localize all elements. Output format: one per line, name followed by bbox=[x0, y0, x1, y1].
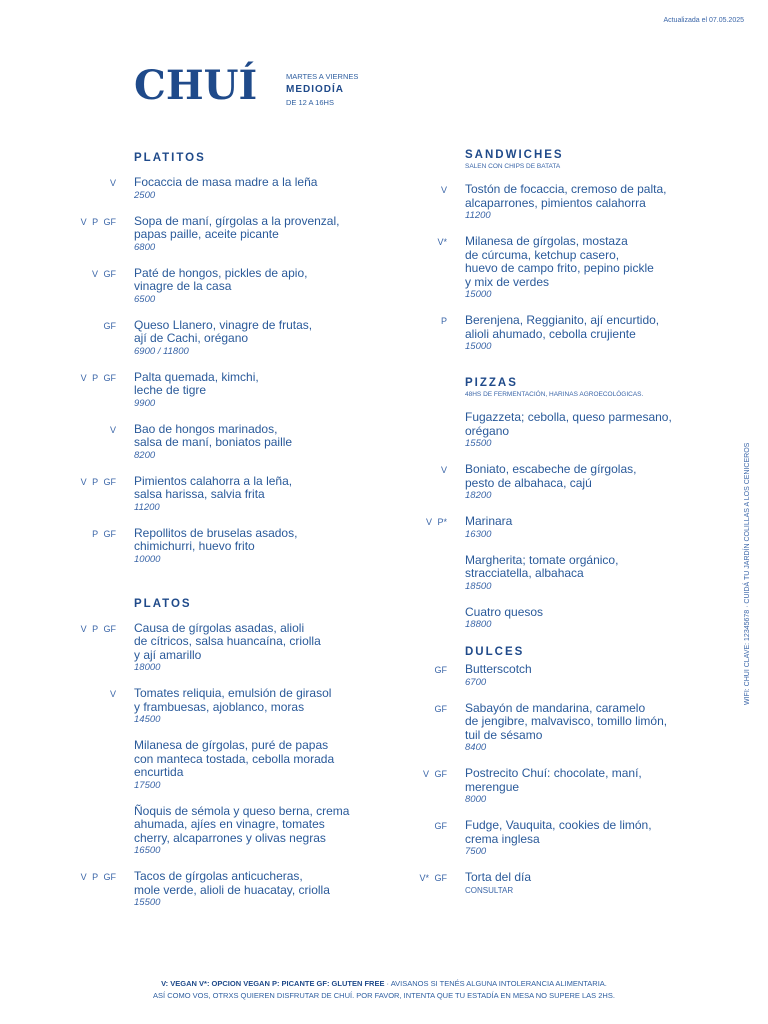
section-title-pizzas: PIZZAS bbox=[465, 377, 518, 389]
section-title-platos: PLATOS bbox=[134, 597, 192, 610]
dish-price: 18800 bbox=[465, 619, 492, 630]
section-subtitle-pizzas: 48HS DE FERMENTACIÓN, HARINAS AGROECOLÓGICAS. bbox=[465, 391, 644, 398]
schedule-days: MARTES A VIERNES bbox=[286, 72, 359, 81]
dish-price: 9900 bbox=[134, 397, 156, 409]
menu-item bbox=[0, 805, 380, 858]
dulces-list bbox=[390, 663, 720, 897]
menu-item bbox=[390, 463, 720, 502]
menu-item bbox=[0, 319, 380, 358]
platitos-list bbox=[0, 176, 380, 566]
menu-item bbox=[390, 554, 720, 593]
dietary-tags: GF bbox=[434, 703, 447, 714]
dish-name: Torta del día bbox=[465, 870, 532, 884]
right-column bbox=[390, 149, 720, 910]
dish-price: 11200 bbox=[134, 501, 160, 513]
dish-name: Milanesa de gírgolas, mostaza de cúrcuma, ketchup casero, huevo de campo frito, pepino pickle y mix de verdes bbox=[465, 234, 654, 289]
section-title-platitos: PLATITOS bbox=[134, 152, 206, 164]
dish-name: Berenjena, Reggianito, ají encurtido, alioli ahumado, cebolla crujiente bbox=[465, 313, 660, 341]
dish-name: Sopa de maní, gírgolas a la provenzal, papas paille, aceite picante bbox=[134, 213, 340, 241]
dish-name: Tomates reliquia, emulsión de girasol y frambuesas, ajoblanco, moras bbox=[134, 686, 332, 714]
dish-price: 18500 bbox=[465, 580, 492, 592]
dish-price: 6800 bbox=[134, 241, 156, 253]
dish-price: CONSULTAR bbox=[465, 885, 514, 895]
dish-price: 14500 bbox=[134, 714, 161, 725]
dish-name: Tacos de gírgolas anticucheras, mole verde, alioli de huacatay, criolla bbox=[134, 869, 330, 897]
schedule bbox=[286, 70, 358, 109]
dish-price: 15000 bbox=[465, 289, 492, 300]
menu-item bbox=[0, 267, 380, 306]
pizzas-list bbox=[390, 411, 720, 631]
dish-price: 2500 bbox=[134, 189, 156, 201]
dish-price: 10000 bbox=[134, 553, 161, 565]
menu-item bbox=[390, 515, 720, 541]
dish-price: 8200 bbox=[134, 449, 156, 461]
dietary-tags: V* bbox=[437, 237, 447, 247]
dietary-tags: V GF bbox=[91, 268, 116, 279]
dish-price: 6700 bbox=[465, 676, 487, 688]
footer-legend: V: VEGAN V*: OPCION VEGAN P: PICANTE GF: GLUTEN FREE bbox=[161, 979, 385, 988]
dish-price: 15500 bbox=[465, 438, 492, 449]
platos-list bbox=[0, 622, 380, 910]
dish-name: Causa de gírgolas asadas, alioli de cítricos, salsa huancaína, criolla y ají amarillo bbox=[134, 620, 321, 662]
dish-name: Margherita; tomate orgánico, stracciatella, albahaca bbox=[465, 552, 619, 580]
dish-name: Tostón de focaccia, cremoso de palta, alcaparrones, pimientos calahorra bbox=[465, 182, 667, 210]
menu-item bbox=[0, 371, 380, 410]
dish-price: 11200 bbox=[465, 210, 491, 221]
dish-price: 15500 bbox=[134, 897, 161, 908]
menu-item bbox=[0, 176, 380, 202]
schedule-hours: DE 12 A 16HS bbox=[286, 98, 334, 107]
footer-note: · AVISANOS SI TENÉS ALGUNA INTOLERANCIA ALIMENTARIA. bbox=[384, 979, 607, 988]
dietary-tags: V P GF bbox=[80, 476, 116, 487]
dish-price: 16500 bbox=[134, 845, 161, 856]
menu-item bbox=[0, 739, 380, 792]
dietary-tags: V GF bbox=[422, 769, 447, 779]
left-column bbox=[0, 152, 380, 922]
dish-name: Marinara bbox=[465, 514, 513, 528]
updated-date: Actualizada el 07.05.2025 bbox=[663, 17, 744, 24]
dish-name: Postrecito Chuí: chocolate, maní, merengue bbox=[465, 766, 642, 794]
dish-price: 8000 bbox=[465, 794, 487, 805]
dish-name: Focaccia de masa madre a la leña bbox=[134, 175, 318, 189]
dietary-tags: V bbox=[440, 185, 447, 195]
dietary-tags: V P* bbox=[425, 517, 447, 527]
menu-item bbox=[390, 871, 720, 897]
menu-item bbox=[0, 475, 380, 514]
dietary-tags: V bbox=[109, 689, 116, 699]
menu-item bbox=[0, 622, 380, 675]
dish-price: 7500 bbox=[465, 846, 487, 857]
menu-item bbox=[0, 215, 380, 254]
dietary-tags: P bbox=[440, 316, 447, 326]
dish-price: 6500 bbox=[134, 293, 156, 305]
wifi-info: WIFI: CHUI CLAVE: 12345678 · CUIDÁ TU JARDÍN COLILLAS A LOS CENICEROS bbox=[744, 442, 751, 705]
dietary-tags: GF bbox=[434, 665, 447, 675]
dietary-tags: V bbox=[109, 424, 116, 435]
dish-price: 15000 bbox=[465, 341, 492, 352]
menu-item bbox=[0, 687, 380, 726]
dish-price: 18000 bbox=[134, 662, 161, 673]
dish-name: Ñoquis de sémola y queso berna, crema ahumada, ajíes en vinagre, tomates cherry, alcaparrones y olivas negras bbox=[134, 803, 350, 845]
footer-line2: ASÍ COMO VOS, OTRXS QUIEREN DISFRUTAR DE CHUÍ. POR FAVOR, INTENTA QUE TU ESTADÍA EN MESA NO SUPERE LAS 2HS. bbox=[153, 991, 615, 1000]
menu-item bbox=[390, 702, 720, 755]
dish-name: Palta quemada, kimchi, leche de tigre bbox=[134, 369, 259, 397]
dietary-tags: V P GF bbox=[80, 216, 116, 227]
sandwiches-list bbox=[390, 183, 720, 353]
dietary-tags: P GF bbox=[92, 528, 116, 539]
dish-name: Butterscotch bbox=[465, 662, 532, 676]
dish-name: Boniato, escabeche de gírgolas, pesto de albahaca, cajú bbox=[465, 462, 637, 490]
menu-item bbox=[390, 314, 720, 353]
dish-name: Queso Llanero, vinagre de frutas, ají de Cachi, orégano bbox=[134, 317, 313, 345]
dietary-tags: V* GF bbox=[419, 873, 447, 883]
dish-name: Repollitos de bruselas asados, chimichurri, huevo frito bbox=[134, 525, 298, 553]
dish-name: Milanesa de gírgolas, puré de papas con manteca tostada, cebolla morada encurtida bbox=[134, 738, 335, 779]
dish-name: Sabayón de mandarina, caramelo de jengibre, malvavisco, tomillo limón, tuil de sésamo bbox=[465, 700, 668, 742]
dish-name: Bao de hongos marinados, salsa de maní, boniatos paille bbox=[134, 421, 293, 449]
dish-price: 18200 bbox=[465, 490, 492, 501]
dish-price: 6900 / 11800 bbox=[134, 345, 189, 357]
dish-name: Fugazzeta; cebolla, queso parmesano, orégano bbox=[465, 410, 672, 438]
dietary-tags: V P GF bbox=[80, 372, 116, 383]
dietary-tags: GF bbox=[434, 821, 447, 831]
dietary-tags: V P GF bbox=[80, 872, 116, 882]
dish-name: Cuatro quesos bbox=[465, 604, 544, 619]
dish-name: Paté de hongos, pickles de apio, vinagre de la casa bbox=[134, 265, 308, 293]
brand-logo: CHUÍ bbox=[134, 62, 258, 109]
dish-price: 8400 bbox=[465, 742, 487, 753]
menu-item bbox=[0, 870, 380, 909]
menu-item bbox=[390, 235, 720, 301]
menu-item bbox=[390, 183, 720, 222]
section-subtitle-sandwiches: SALEN CON CHIPS DE BATATA bbox=[465, 163, 561, 170]
section-title-sandwiches: SANDWICHES bbox=[465, 149, 564, 161]
menu-item bbox=[390, 767, 720, 806]
footer bbox=[0, 978, 768, 1002]
menu-item bbox=[390, 663, 720, 689]
menu-item bbox=[390, 819, 720, 858]
dish-name: Fudge, Vauquita, cookies de limón, crema inglesa bbox=[465, 818, 652, 846]
schedule-service: MEDIODÍA bbox=[286, 84, 344, 95]
section-title-dulces: DULCES bbox=[465, 646, 525, 658]
dietary-tags: GF bbox=[103, 320, 116, 331]
menu-item bbox=[0, 527, 380, 566]
dietary-tags: V bbox=[440, 465, 447, 475]
dish-price: 16300 bbox=[465, 528, 492, 540]
dietary-tags: V bbox=[109, 178, 116, 188]
dish-price: 17500 bbox=[134, 779, 161, 791]
menu-item bbox=[0, 423, 380, 462]
dish-name: Pimientos calahorra a la leña, salsa harissa, salvia frita bbox=[134, 473, 293, 501]
menu-item bbox=[390, 411, 720, 450]
dietary-tags: V P GF bbox=[80, 623, 116, 634]
menu-item bbox=[390, 606, 720, 632]
